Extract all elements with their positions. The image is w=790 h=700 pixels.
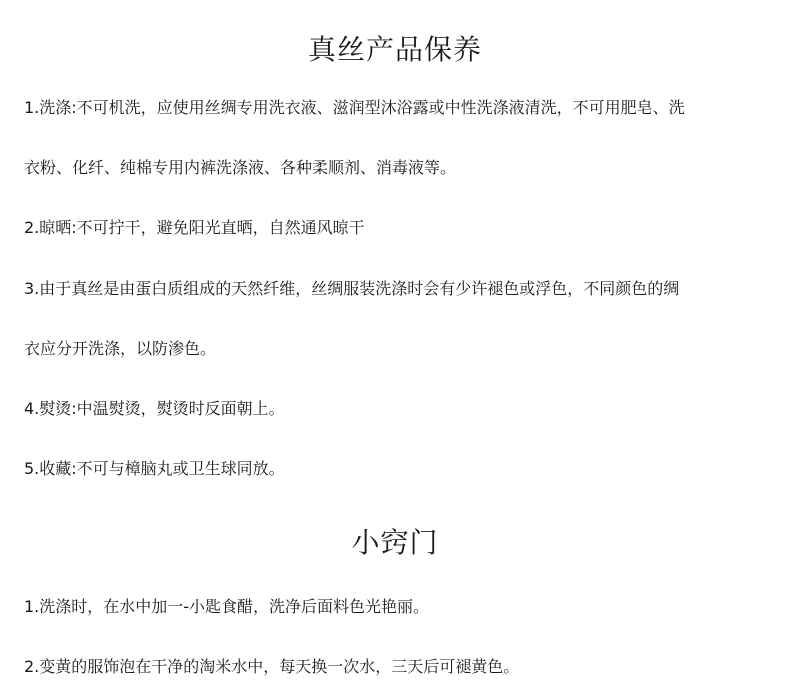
care-line-drying: 2.晾晒:不可拧干，避免阳光直晒，自然通风晾干 xyxy=(24,218,365,237)
tip-line-vinegar: 1.洗涤时，在水中加一-小匙食醋，洗净后面料色光艳丽。 xyxy=(24,597,430,616)
care-line-ironing: 4.熨烫:中温熨烫，熨烫时反面朝上。 xyxy=(24,399,285,418)
care-line-washing-1: 1.洗涤:不可机洗，应使用丝绸专用洗衣液、滋润型沐浴露或中性洗涤液清洗，不可用肥皂、洗 xyxy=(24,98,685,117)
care-line-washing-2: 衣粉、化纤、纯棉专用内裤洗涤液、各种柔顺剂、消毒液等。 xyxy=(24,158,457,177)
section-title-tips: 小窍门 xyxy=(351,526,439,559)
care-line-storage: 5.收藏:不可与樟脑丸或卫生球同放。 xyxy=(24,459,285,478)
tip-line-rice-water: 2.变黄的服饰泡在干净的淘米水中，每天换一次水，三天后可褪黄色。 xyxy=(24,657,520,676)
care-line-fiber-2: 衣应分开洗涤，以防渗色。 xyxy=(24,339,217,358)
section-title-silk-care: 真丝产品保养 xyxy=(307,33,482,66)
care-line-fiber-1: 3.由于真丝是由蛋白质组成的天然纤维，丝绸服装洗涤时会有少许褪色或浮色，不同颜色的绸 xyxy=(24,279,680,298)
